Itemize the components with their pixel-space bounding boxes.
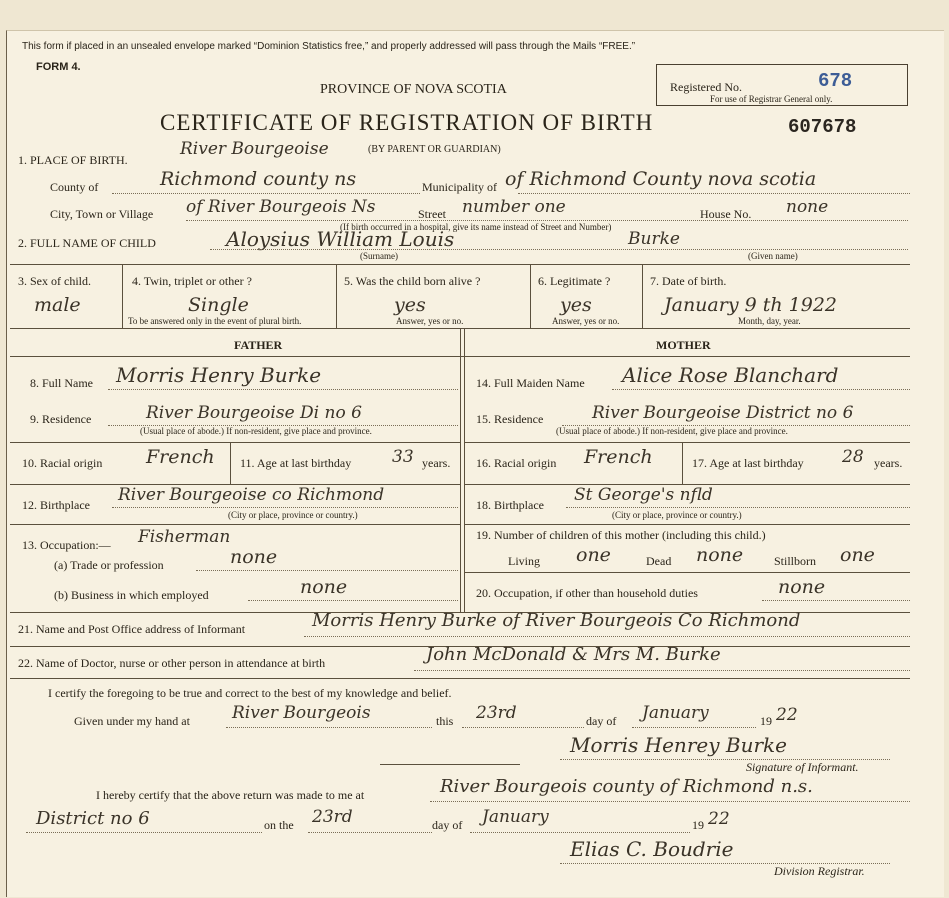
province-heading: PROVINCE OF NOVA SCOTIA <box>320 82 507 97</box>
mother-heading: MOTHER <box>656 338 711 352</box>
registrar-place-value: River Bourgeois county of Richmond n.s. <box>440 776 813 797</box>
stillborn-label: Stillborn <box>774 554 817 568</box>
mother-birthplace-value: St George's nfld <box>574 485 713 505</box>
mother-name-value: Alice Rose Blanchard <box>622 363 839 387</box>
legitimate-value: yes <box>560 294 592 316</box>
father-heading: FATHER <box>234 338 283 352</box>
father-occupation-label: 13. Occupation:— <box>22 538 111 552</box>
mother-birthplace-note: (City or place, province or country.) <box>612 510 742 520</box>
twin-label: 4. Twin, triplet or other ? <box>132 274 252 288</box>
given-name-note: (Given name) <box>748 251 798 261</box>
registrar-signature: Elias C. Boudrie <box>570 837 734 861</box>
informant-signature-label: Signature of Informant. <box>746 760 859 774</box>
mother-occupation-label: 20. Occupation, if other than household duties <box>476 586 698 600</box>
place-value: River Bourgeoise <box>180 139 329 159</box>
dead-label: Dead <box>646 554 672 568</box>
informant-signature: Morris Henrey Burke <box>570 733 787 757</box>
doctor-value: John McDonald & Mrs M. Burke <box>426 644 721 665</box>
mother-birthplace-label: 18. Birthplace <box>476 498 544 512</box>
stillborn-value: one <box>840 544 875 566</box>
place-label: 1. PLACE OF BIRTH. <box>18 153 128 167</box>
given-day-of-label: day of <box>586 714 617 728</box>
given-place-value: River Bourgeois <box>232 703 371 723</box>
registrar-year-value: 22 <box>708 809 730 829</box>
given-month-value: January <box>642 703 709 723</box>
twin-value: Single <box>188 294 249 316</box>
business-value: none <box>300 576 348 598</box>
registrar-only-note: For use of Registrar General only. <box>710 94 833 104</box>
house-value: none <box>786 197 829 217</box>
informant-value: Morris Henry Burke of River Bourgeois Co Richmond <box>312 610 801 631</box>
city-value: of River Bourgeois Ns <box>186 197 376 217</box>
child-given-name: Aloysius William Louis <box>226 227 455 251</box>
dead-value: none <box>696 544 744 566</box>
municipality-label: Municipality of <box>422 180 497 194</box>
alive-value: yes <box>394 294 426 316</box>
living-value: one <box>576 544 611 566</box>
children-count-label: 19. Number of children of this mother (including this child.) <box>476 528 766 542</box>
sex-value: male <box>34 294 81 316</box>
mother-racial-label: 16. Racial origin <box>476 456 557 470</box>
father-occupation-value: Fisherman <box>138 527 231 547</box>
father-birthplace-note: (City or place, province or country.) <box>228 510 358 520</box>
mother-age-value: 28 <box>842 447 864 467</box>
child-surname: Burke <box>628 229 680 249</box>
county-label: County of <box>50 180 99 194</box>
sex-label: 3. Sex of child. <box>18 274 91 288</box>
father-name-value: Morris Henry Burke <box>116 363 322 387</box>
given-under-label: Given under my hand at <box>74 714 190 728</box>
father-name-label: 8. Full Name <box>30 376 93 390</box>
street-value: number one <box>462 197 566 217</box>
form-number: FORM 4. <box>36 61 81 73</box>
alive-label: 5. Was the child born alive ? <box>344 274 481 288</box>
father-birthplace-value: River Bourgeoise co Richmond <box>118 485 385 505</box>
registrar-district-value: District no 6 <box>36 808 150 829</box>
living-label: Living <box>508 554 540 568</box>
registrar-day-of-label: day of <box>432 818 463 832</box>
legitimate-label: 6. Legitimate ? <box>538 274 611 288</box>
twin-note: To be answered only in the event of plural birth. <box>128 316 302 326</box>
father-residence-label: 9. Residence <box>30 412 92 426</box>
father-residence-value: River Bourgeoise Di no 6 <box>146 403 362 423</box>
mother-age-unit: years. <box>874 456 903 470</box>
father-racial-value: French <box>146 446 215 468</box>
certificate-number: 607678 <box>788 116 857 138</box>
county-value: Richmond county ns <box>160 168 357 190</box>
registrar-day-value: 23rd <box>312 807 353 827</box>
this-label: this <box>436 714 454 728</box>
informant-label: 21. Name and Post Office address of Informant <box>18 622 246 636</box>
father-racial-label: 10. Racial origin <box>22 456 103 470</box>
mother-occupation-value: none <box>778 576 826 598</box>
mother-name-label: 14. Full Maiden Name <box>476 376 585 390</box>
father-age-label: 11. Age at last birthday <box>240 456 352 470</box>
registrar-certify-text: I hereby certify that the above return was made to me at <box>96 788 365 802</box>
father-birthplace-label: 12. Birthplace <box>22 498 90 512</box>
house-label: House No. <box>700 207 752 221</box>
municipality-value: of Richmond County nova scotia <box>505 168 817 190</box>
mail-notice: This form if placed in an unsealed envelope marked “Dominion Statistics free,” and properly addressed will pass through the Mails “FREE.” <box>22 41 636 52</box>
mother-racial-value: French <box>584 446 653 468</box>
birth-date-value: January 9 th 1922 <box>664 294 837 316</box>
certificate-title: CERTIFICATE OF REGISTRATION OF BIRTH <box>160 110 654 135</box>
trade-label: (a) Trade or profession <box>54 558 164 572</box>
registrar-year-prefix: 19 <box>692 818 704 832</box>
father-age-value: 33 <box>392 447 414 467</box>
registrar-month-value: January <box>482 807 549 827</box>
given-year-prefix: 19 <box>760 714 772 728</box>
certify-text: I certify the foregoing to be true and correct to the best of my knowledge and belief. <box>48 686 452 700</box>
surname-note: (Surname) <box>360 251 398 261</box>
mother-residence-label: 15. Residence <box>476 412 544 426</box>
legitimate-note: Answer, yes or no. <box>552 316 620 326</box>
business-label: (b) Business in which employed <box>54 588 209 602</box>
child-name-label: 2. FULL NAME OF CHILD <box>18 236 156 250</box>
registered-number: 678 <box>818 70 853 92</box>
mother-residence-note: (Usual place of abode.) If non-resident, give place and province. <box>556 426 788 436</box>
father-age-unit: years. <box>422 456 451 470</box>
given-day-value: 23rd <box>476 703 517 723</box>
alive-note: Answer, yes or no. <box>396 316 464 326</box>
city-label: City, Town or Village <box>50 207 154 221</box>
doctor-label: 22. Name of Doctor, nurse or other person in attendance at birth <box>18 656 326 670</box>
birth-date-label: 7. Date of birth. <box>650 274 727 288</box>
given-year-value: 22 <box>776 705 798 725</box>
street-note: (If birth occurred in a hospital, give its name instead of Street and Number) <box>340 222 612 232</box>
birth-date-note: Month, day, year. <box>738 316 801 326</box>
mother-residence-value: River Bourgeoise District no 6 <box>592 403 854 423</box>
mother-age-label: 17. Age at last birthday <box>692 456 804 470</box>
registrar-signature-label: Division Registrar. <box>774 864 865 878</box>
registered-label: Registered No. <box>670 80 742 94</box>
registrar-on-label: on the <box>264 818 294 832</box>
father-residence-note: (Usual place of abode.) If non-resident, give place and province. <box>140 426 372 436</box>
trade-value: none <box>230 546 278 568</box>
certificate-subtitle: (BY PARENT OR GUARDIAN) <box>368 144 501 155</box>
street-label: Street <box>418 207 446 221</box>
